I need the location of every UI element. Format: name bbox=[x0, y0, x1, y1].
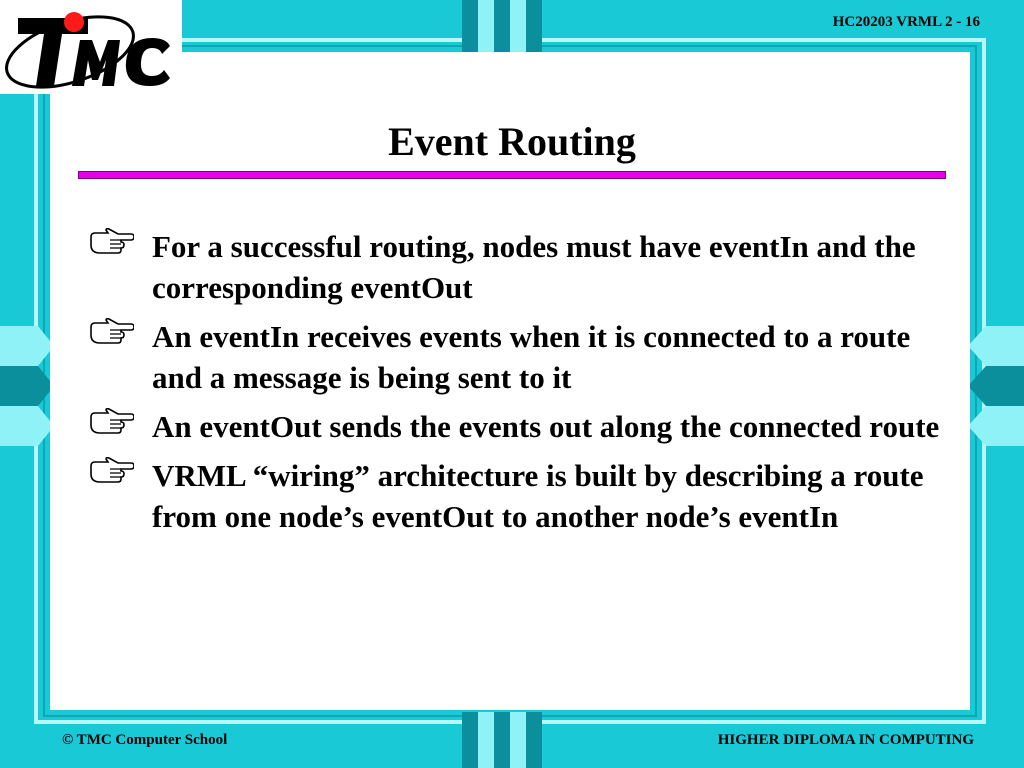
left-side-decor bbox=[0, 326, 54, 446]
bullet-text: An eventOut sends the events out along the connected route bbox=[152, 409, 940, 444]
bottom-connector-decor bbox=[462, 712, 542, 768]
pointing-hand-icon bbox=[88, 457, 134, 483]
bullet-item bbox=[88, 316, 948, 398]
bullet-item bbox=[88, 406, 948, 447]
bullet-item bbox=[88, 455, 948, 537]
bullet-text: VRML “wiring” architecture is built by describing a route from one node’s eventOut to another node’s eventIn bbox=[152, 458, 924, 534]
top-connector-decor bbox=[462, 0, 542, 56]
bullet-text: For a successful routing, nodes must have eventIn and the corresponding eventOut bbox=[152, 229, 916, 305]
slide-code: HC20203 VRML 2 - 16 bbox=[832, 14, 980, 30]
pointing-hand-icon bbox=[88, 228, 134, 254]
bullet-text: An eventIn receives events when it is connected to a route and a message is being sent to it bbox=[152, 319, 911, 395]
footer-course: HIGHER DIPLOMA IN COMPUTING bbox=[717, 732, 974, 748]
title-underline bbox=[78, 171, 946, 179]
pointing-hand-icon bbox=[88, 408, 134, 434]
pointing-hand-icon bbox=[88, 318, 134, 344]
slide-title: Event Routing bbox=[388, 119, 636, 164]
right-side-decor bbox=[968, 326, 1024, 446]
tmc-logo bbox=[0, 0, 182, 94]
bullet-item bbox=[88, 226, 948, 308]
footer-copyright: © TMC Computer School bbox=[62, 732, 228, 748]
bullet-list bbox=[88, 226, 948, 545]
